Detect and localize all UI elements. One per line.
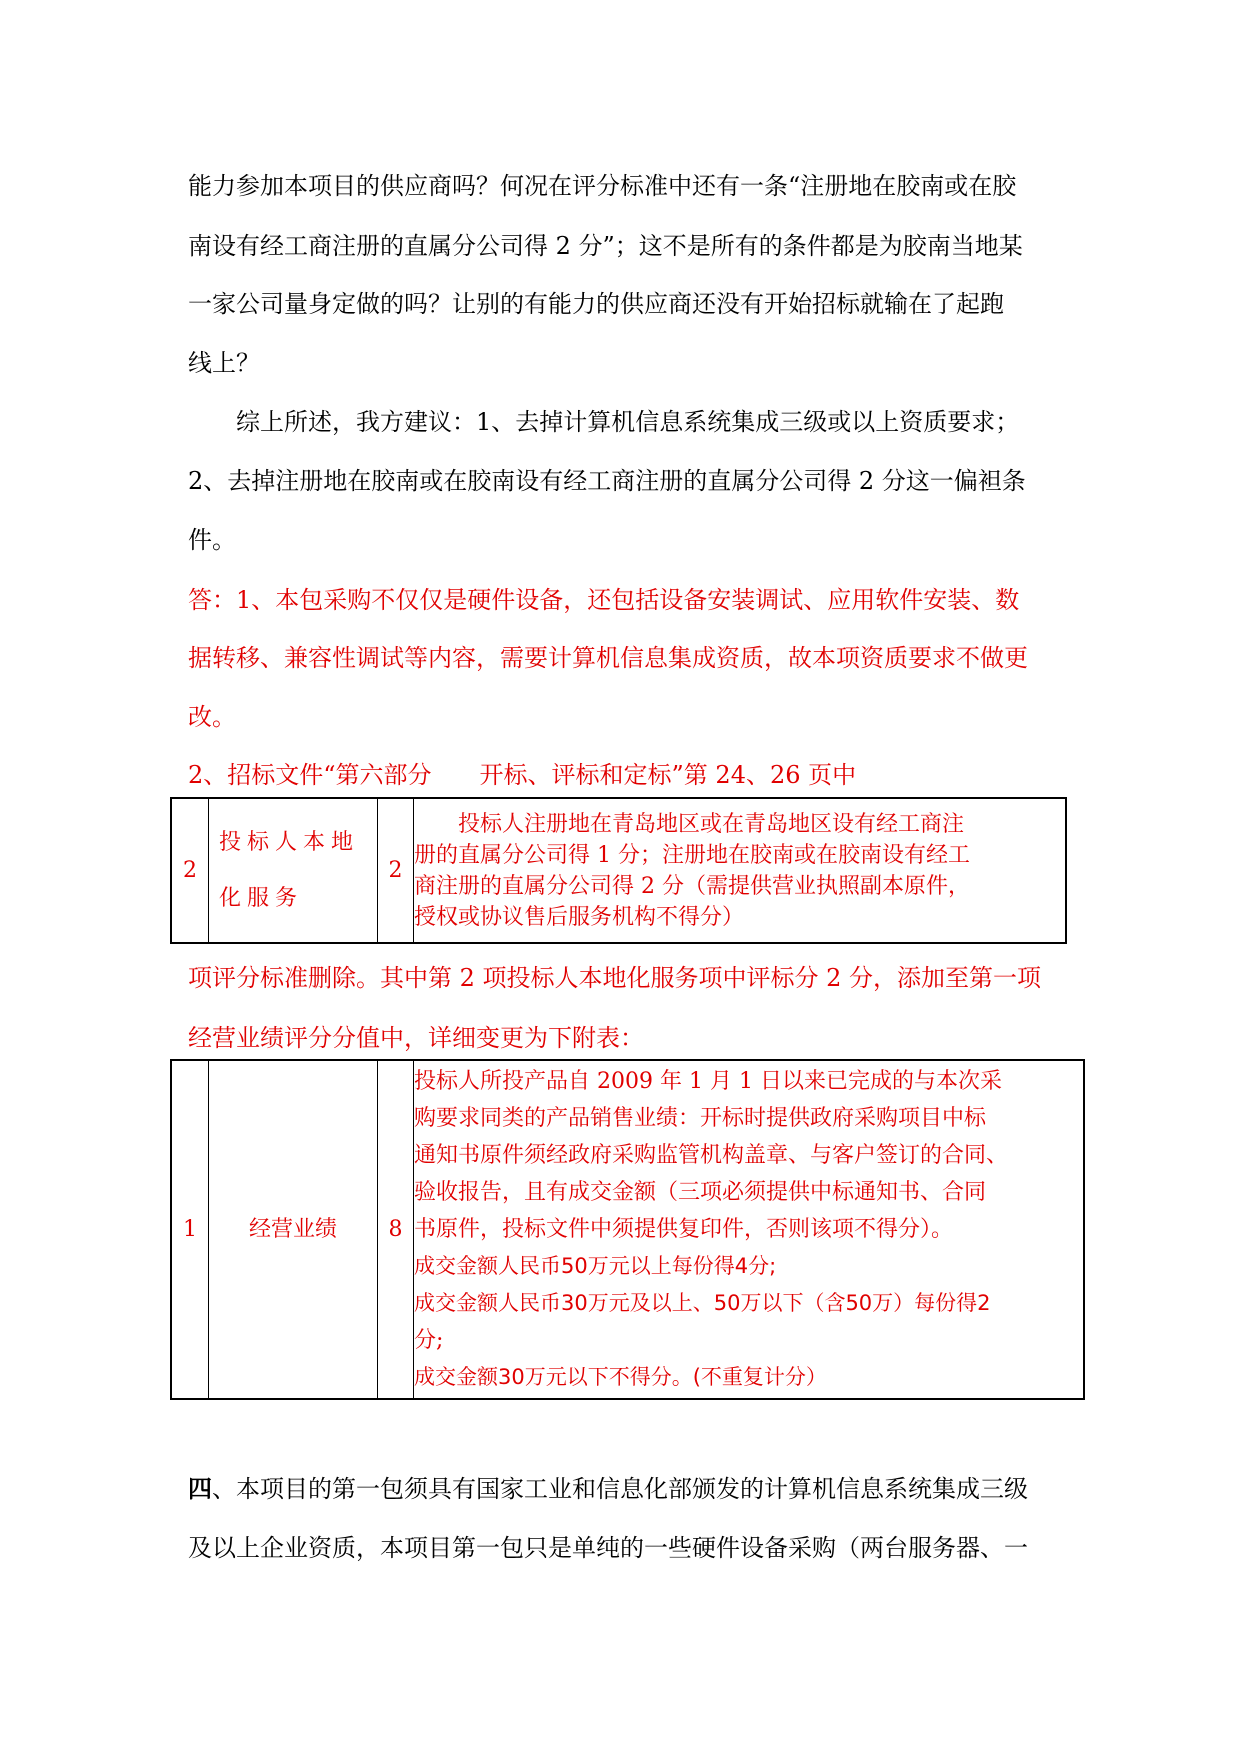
section4-line-1-text: 、本项目的第一包须具有国家工业和信息化部颁发的计算机信息系统集成三级 <box>212 1475 1028 1503</box>
criteria-line-9: 成交金额30万元以下不得分。(不重复计分） <box>414 1365 827 1389</box>
criteria-line-2: 购要求同类的产品销售业绩：开标时提供政府采购项目中标 <box>414 1106 987 1131</box>
item-number: 2 <box>171 798 209 943</box>
section4-line-2: 及以上企业资质，本项目第一包只是单纯的一些硬件设备采购（两台服务器、一 <box>188 1534 1028 1562</box>
para1-line-3: 一家公司量身定做的吗？让别的有能力的供应商还没有开始招标就输在了起跑 <box>188 290 1004 318</box>
criteria-line-2: 册的直属分公司得 1 分；注册地在胶南或在胶南设有经工 <box>414 842 970 868</box>
item-number: 1 <box>171 1060 209 1399</box>
criteria-line-4: 授权或协议售后服务机构不得分） <box>414 904 745 930</box>
item-criteria <box>414 1060 1085 1399</box>
criteria-line-3: 商注册的直属分公司得 2 分（需提供营业执照副本原件， <box>414 873 970 899</box>
middle-line-1: 项评分标准删除。其中第 2 项投标人本地化服务项中评标分 2 分，添加至第一项 <box>188 964 1042 992</box>
section4-line-1 <box>188 1474 1028 1504</box>
para2-line-1: 综上所述，我方建议：1、去掉计算机信息系统集成三级或以上资质要求； <box>236 408 1020 436</box>
criteria-line-3: 通知书原件须经政府采购监管机构盖章、与客户签订的合同、 <box>414 1143 1009 1168</box>
table-row <box>171 1060 1084 1399</box>
middle-line-2: 经营业绩评分分值中，详细变更为下附表： <box>188 1024 644 1052</box>
para2-line-3: 件。 <box>188 526 236 554</box>
item-name: 经营业绩 <box>209 1060 378 1399</box>
item-name <box>209 798 378 943</box>
answer-line-2: 据转移、兼容性调试等内容，需要计算机信息集成资质，故本项资质要求不做更 <box>188 644 1028 672</box>
item-name-line-1: 投标人本地 <box>219 829 360 855</box>
para1-line-1: 能力参加本项目的供应商吗？何况在评分标准中还有一条“注册地在胶南或在胶 <box>188 172 1017 200</box>
table-row <box>171 798 1066 943</box>
criteria-line-6: 成交金额人民币50万元以上每份得4分; <box>414 1254 777 1278</box>
item-score: 2 <box>378 798 414 943</box>
criteria-line-4: 验收报告，且有成交金额（三项必须提供中标通知书、合同 <box>414 1180 987 1205</box>
para1-line-4: 线上？ <box>188 349 260 377</box>
localization-service-table <box>170 797 1067 944</box>
item-criteria <box>414 798 1067 943</box>
criteria-line-7: 成交金额人民币30万元及以上、50万以下（含50万）每份得2 <box>414 1291 991 1315</box>
section4-heading: 四 <box>188 1474 212 1503</box>
para2-line-2: 2、去掉注册地在胶南或在胶南设有经工商注册的直属分公司得 2 分这一偏袒条 <box>188 467 1026 495</box>
item-name-line-2: 化服务 <box>219 885 304 911</box>
criteria-line-1: 投标人注册地在青岛地区或在青岛地区设有经工商注 <box>458 811 965 837</box>
answer-line-3: 改。 <box>188 703 236 731</box>
criteria-line-1: 投标人所投产品自 2009 年 1 月 1 日以来已完成的与本次采 <box>414 1069 1002 1094</box>
criteria-line-8: 分; <box>414 1328 444 1353</box>
business-performance-table <box>170 1059 1085 1400</box>
item-score: 8 <box>378 1060 414 1399</box>
answer-line-1: 答：1、本包采购不仅仅是硬件设备，还包括设备安装调试、应用软件安装、数 <box>188 586 1020 614</box>
answer-line-4: 2、招标文件“第六部分 开标、评标和定标”第 24、26 页中 <box>188 761 857 789</box>
para1-line-2: 南设有经工商注册的直属分公司得 2 分”；这不是所有的条件都是为胶南当地某 <box>188 232 1023 260</box>
criteria-line-5: 书原件，投标文件中须提供复印件，否则该项不得分）。 <box>414 1217 954 1242</box>
